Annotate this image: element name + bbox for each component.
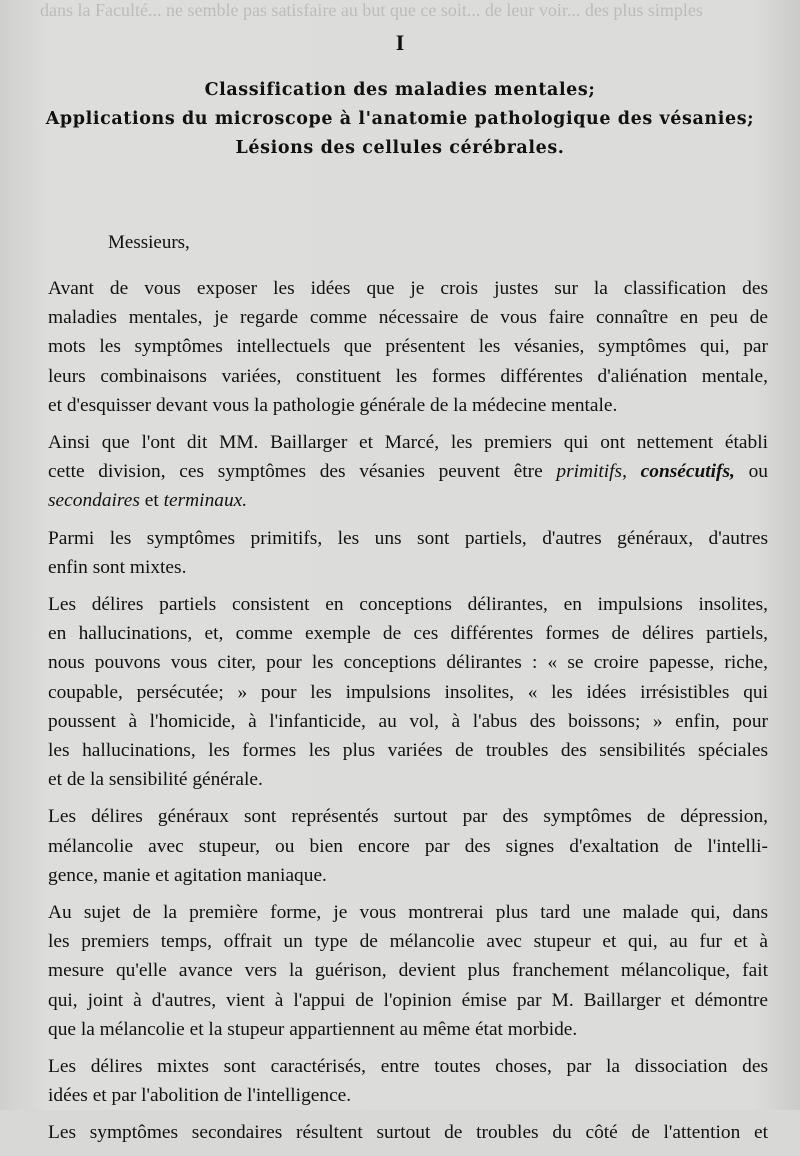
- paragraph-1: [48, 274, 768, 420]
- text-line: nous pouvons vous citer, pour les conceptions délirantes : « se croire papesse, riche,: [48, 652, 768, 674]
- body-text: [48, 274, 768, 1156]
- text-line: Les délires partiels consistent en conceptions délirantes, en impulsions insolites,: [48, 594, 768, 616]
- paragraph-8: [48, 1118, 768, 1147]
- title-line-3: Lésions des cellules cérébrales.: [235, 138, 565, 158]
- term-primitifs: primitifs: [556, 461, 623, 483]
- text-line: Parmi les symptômes primitifs, les uns sont partiels, d'autres généraux, d'autres: [48, 527, 768, 549]
- term-consecutifs: consécutifs,: [640, 461, 735, 483]
- text-line: Les délires généraux sont représentés surtout par des symptômes de dépression,: [48, 806, 768, 828]
- paragraph-5: [48, 802, 768, 890]
- text-line: Les délires mixtes sont caractérisés, entre toutes choses, par la dissociation des: [48, 1056, 768, 1078]
- text-segment: ou: [748, 461, 768, 483]
- text-line: [48, 486, 768, 515]
- text-line: coupable, persécutée; » pour les impulsions insolites, « les idées irrésistibles qui: [48, 681, 768, 703]
- text-line: mots les symptômes intellectuels que présentent les vésanies, symptômes qui, par: [48, 336, 768, 358]
- paragraph-3: [48, 524, 768, 582]
- text-line: que la mélancolie et la stupeur appartiennent au même état morbide.: [48, 1018, 578, 1040]
- text-segment: et: [144, 490, 159, 512]
- term-terminaux: terminaux.: [163, 490, 248, 512]
- text-line: idées et par l'abolition de l'intelligence.: [48, 1085, 352, 1107]
- chapter-number: I: [395, 30, 405, 55]
- paragraph-4: [48, 590, 768, 794]
- text-line: Ainsi que l'ont dit MM. Baillarger et Marcé, les premiers qui ont nettement établi: [48, 432, 768, 454]
- text-line: mesure qu'elle avance vers la guérison, devient plus franchement mélancolique, fait: [48, 960, 768, 982]
- title-line-1: Classification des maladies mentales;: [204, 80, 596, 100]
- text-line: en hallucinations, et, comme exemple de ces différentes formes de délires partiels,: [48, 623, 768, 645]
- text-line: poussent à l'homicide, à l'infanticide, au vol, à l'abus des boissons; » enfin, pour: [48, 710, 768, 732]
- text-line: mélancolie avec stupeur, ou bien encore par des signes d'exaltation de l'intelli-: [48, 835, 768, 857]
- text-line: cette division, ces symptômes des vésanies peuvent être primitifs, consécutifs, ou: [48, 461, 768, 483]
- chapter-titles: [30, 76, 770, 163]
- text-line: les premiers temps, offrait un type de mélancolie avec stupeur et qui, au fur et à: [48, 931, 768, 953]
- text-line: maladies mentales, je regarde comme nécessaire de vous faire connaître en peu de: [48, 307, 768, 329]
- paragraph-2: [48, 428, 768, 516]
- text-line: Avant de vous exposer les idées que je crois justes sur la classification des: [48, 278, 768, 299]
- paragraph-7: [48, 1052, 768, 1110]
- text-line: Les symptômes secondaires résultent surtout de troubles du côté de l'attention et: [48, 1122, 768, 1144]
- text-line: Au sujet de la première forme, je vous montrerai plus tard une malade qui, dans: [48, 902, 768, 924]
- title-line-2: Applications du microscope à l'anatomie pathologique des vésanies;: [45, 109, 755, 129]
- paragraph-6: [48, 898, 768, 1044]
- bleed-through-text: dans la Faculté... ne semble pas satisfaire au but que ce soit... de leur voir... des plus simples: [40, 0, 703, 20]
- text-line: enfin sont mixtes.: [48, 556, 187, 578]
- salutation: Messieurs,: [108, 232, 190, 253]
- text-line: leurs combinaisons variées, constituent les formes différentes d'aliénation mentale,: [48, 365, 768, 387]
- text-line: qui, joint à d'autres, vient à l'appui de l'opinion émise par M. Baillarger et démontre: [48, 989, 768, 1011]
- text-line: gence, manie et agitation maniaque.: [48, 864, 327, 886]
- term-secondaires: secondaires: [48, 490, 140, 512]
- text-line: et d'esquisser devant vous la pathologie générale de la médecine mentale.: [48, 394, 618, 416]
- text-line: et de la sensibilité générale.: [48, 769, 263, 791]
- text-segment: cette division, ces symptômes des vésanies peuvent être: [48, 461, 543, 483]
- text-line: les hallucinations, les formes les plus variées de troubles des sensibilités spéciales: [48, 740, 768, 762]
